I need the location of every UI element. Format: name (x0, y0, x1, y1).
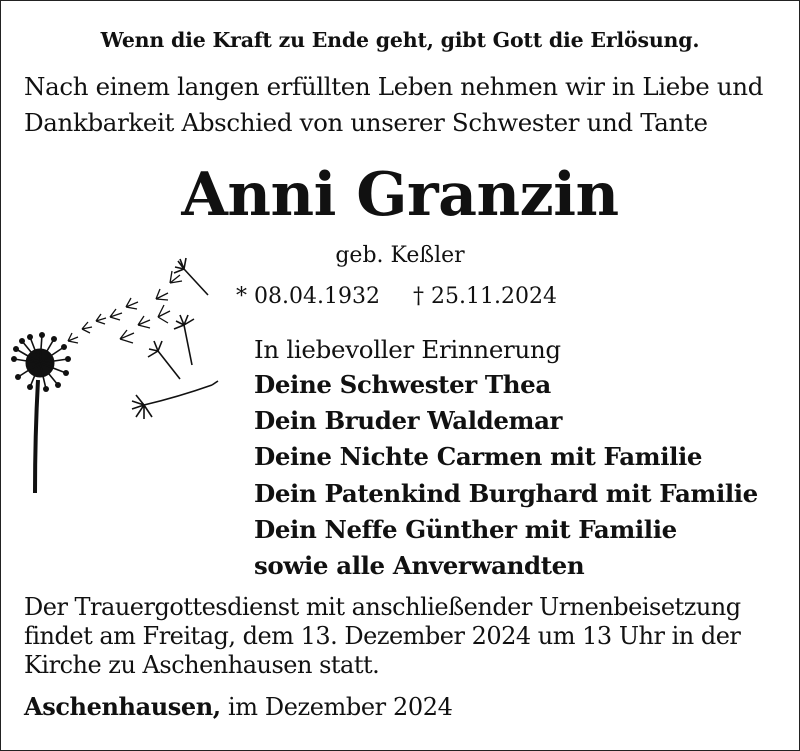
mourner-3: Deine Nichte Carmen mit Familie (254, 442, 703, 471)
mourner-1: Deine Schwester Thea (254, 370, 551, 399)
intro-line-2: Dankbarkeit Abschied von unserer Schwester und Tante (24, 108, 708, 137)
service-line-1: Der Trauergottesdienst mit anschließender Urnenbeisetzung (24, 593, 741, 621)
intro-line-1: Nach einem langen erfüllten Leben nehmen wir in Liebe und (24, 72, 764, 101)
birth-date: * 08.04.1932 (236, 284, 380, 309)
mourner-6: sowie alle Anverwandten (254, 551, 585, 580)
mourner-4: Dein Patenkind Burghard mit Familie (254, 479, 758, 508)
deceased-name: Anni Granzin (181, 160, 619, 230)
mourner-5: Dein Neffe Günther mit Familie (254, 515, 677, 544)
service-line-2: findet am Freitag, dem 13. Dezember 2024 um 13 Uhr in der (24, 622, 741, 650)
place-date: im Dezember 2024 (227, 693, 453, 721)
place-name: Aschenhausen, (24, 692, 221, 721)
born-name: geb. Keßler (335, 243, 465, 268)
remembrance-line: In liebevoller Erinnerung (254, 335, 561, 364)
service-line-3: Kirche zu Aschenhausen statt. (24, 651, 380, 679)
mourner-2: Dein Bruder Waldemar (254, 406, 563, 435)
dandelion-icon (8, 255, 223, 500)
death-date: † 25.11.2024 (413, 284, 557, 309)
motto: Wenn die Kraft zu Ende geht, gibt Gott die Erlösung. (100, 28, 700, 52)
place-date-line (24, 692, 452, 721)
